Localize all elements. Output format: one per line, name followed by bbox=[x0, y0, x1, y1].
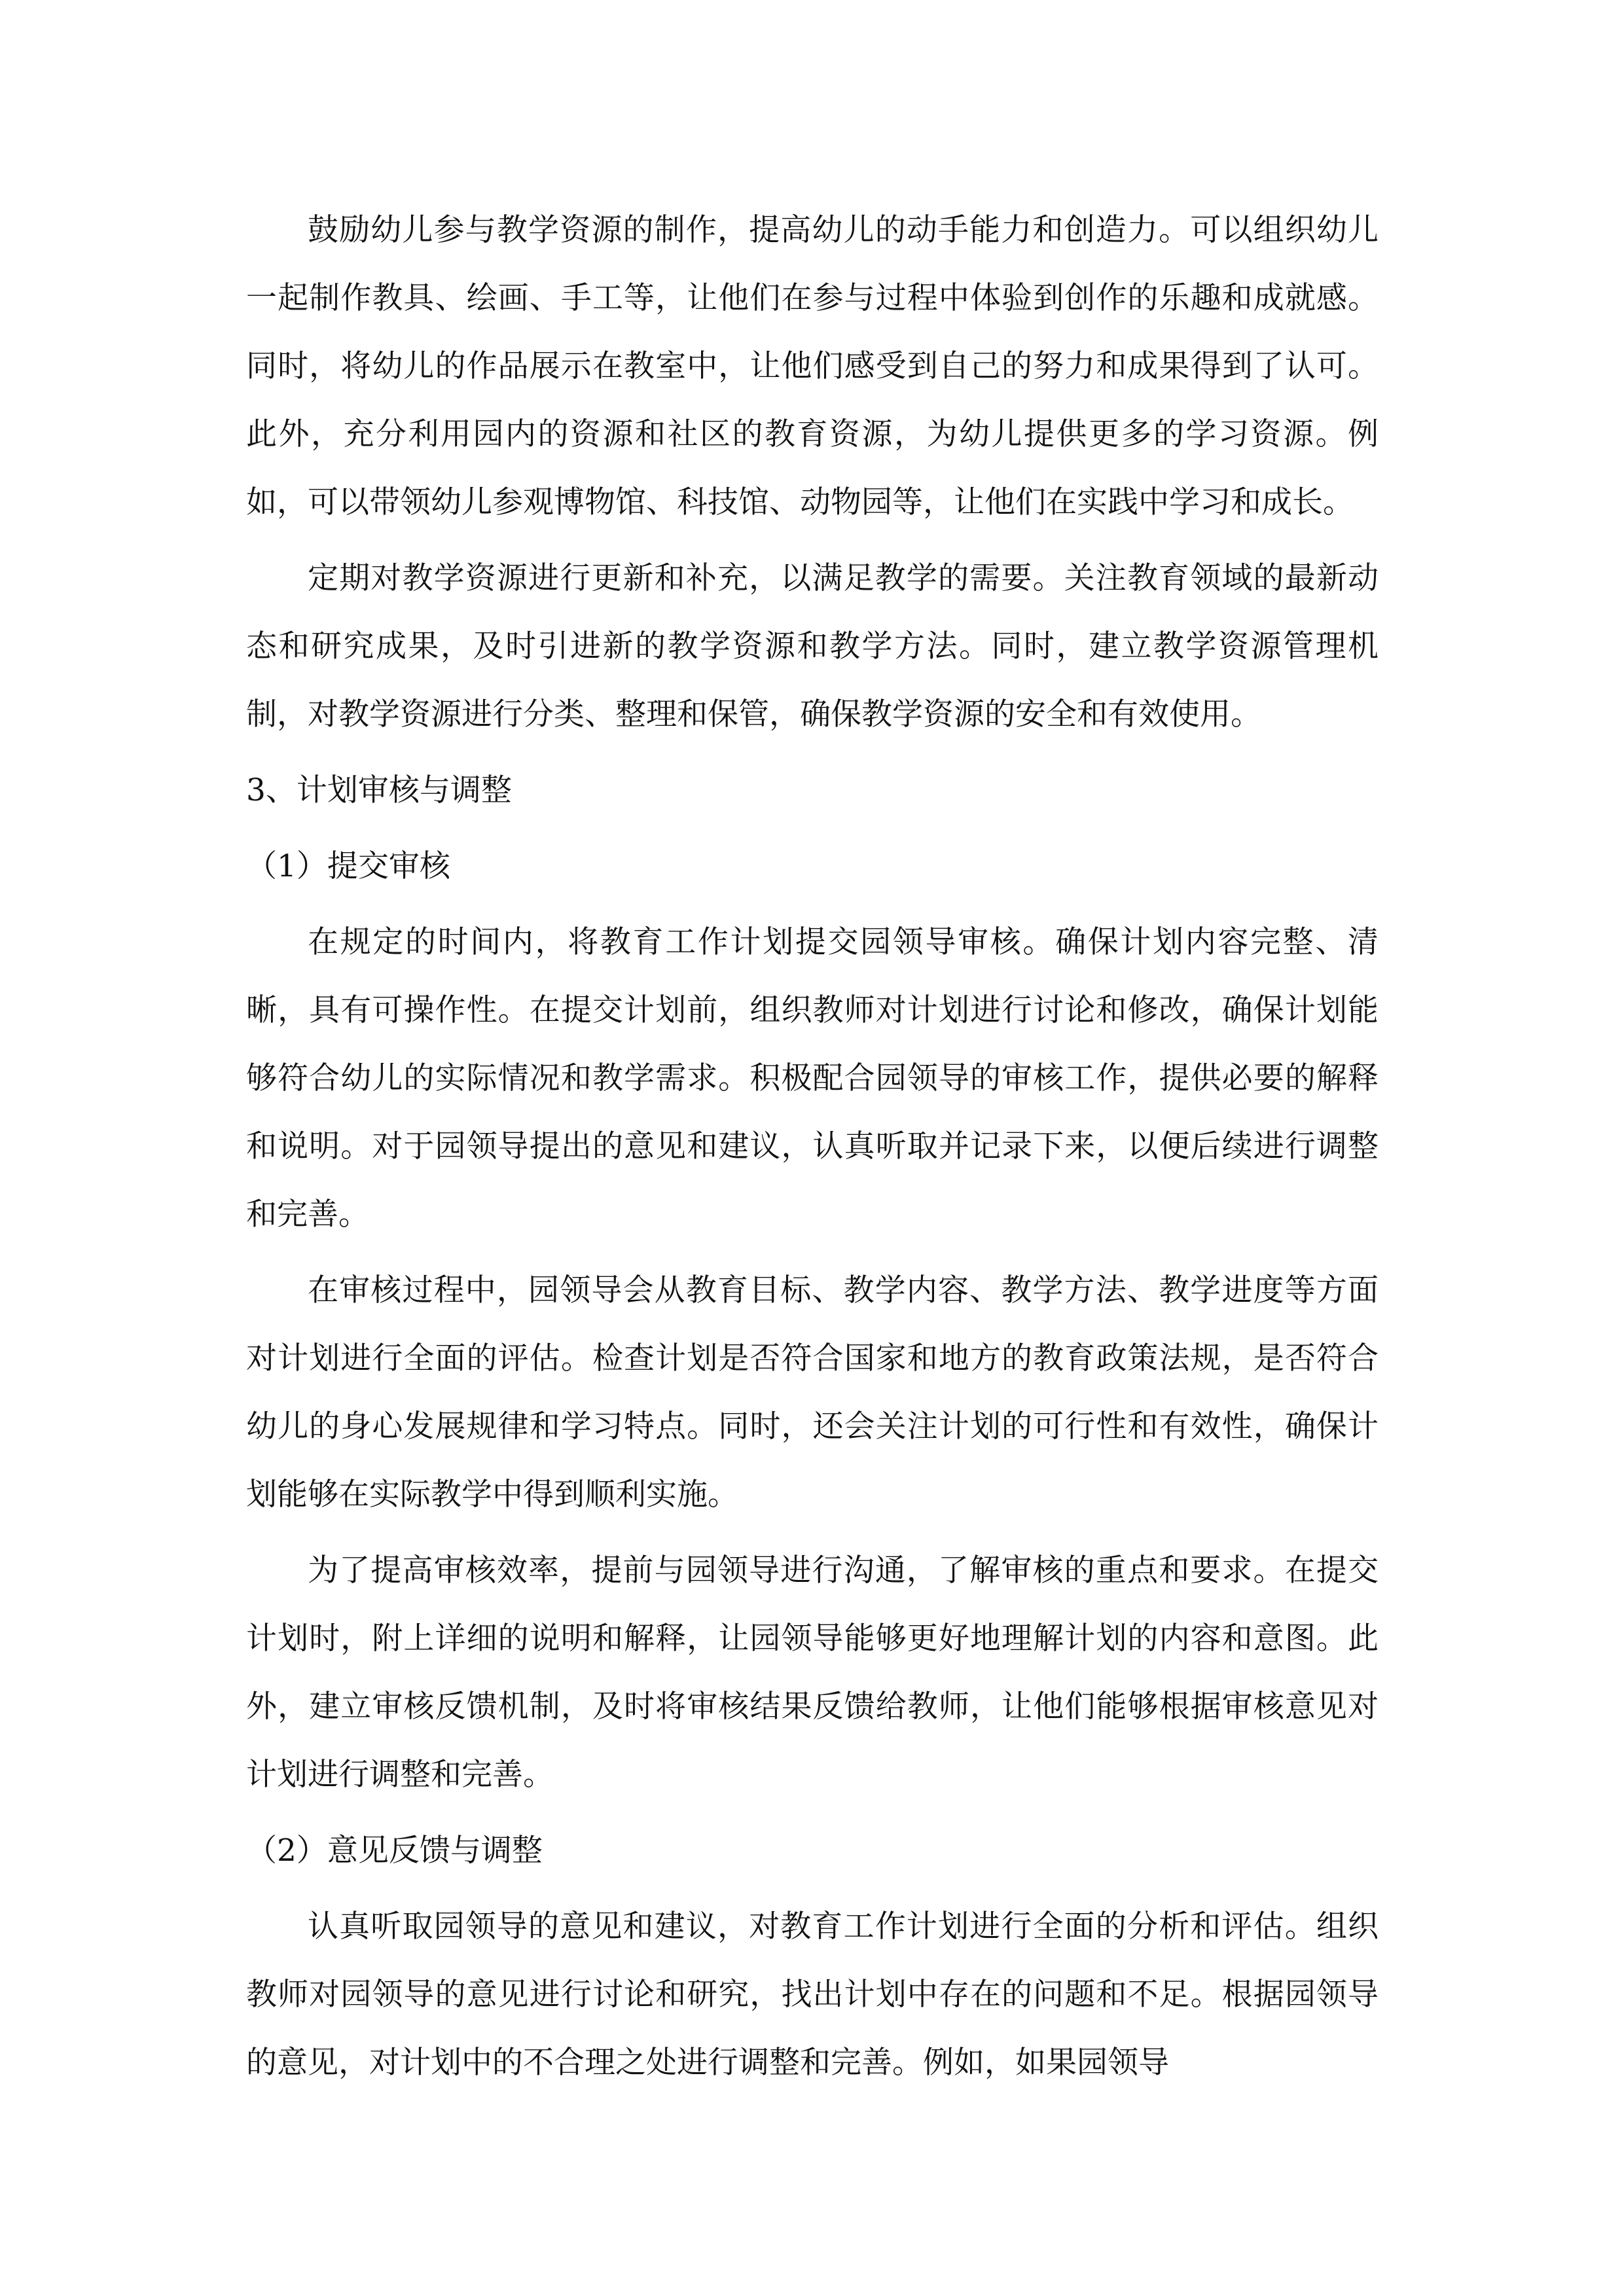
paragraph-feedback: 认真听取园领导的意见和建议，对教育工作计划进行全面的分析和评估。组织教师对园领导的意见进行讨论和研究，找出计划中存在的问题和不足。根据园领导的意见，对计划中的不合理之处进行调整和完善。例如，如果园领导 bbox=[246, 1909, 1379, 2081]
paragraph-review-efficiency: 为了提高审核效率，提前与园领导进行沟通，了解审核的重点和要求。在提交计划时，附上详细的说明和解释，让园领导能够更好地理解计划的内容和意图。此外，建立审核反馈机制，及时将审核结果反馈给教师，让他们能够根据审核意见对计划进行调整和完善。 bbox=[246, 1552, 1379, 1793]
document-body bbox=[246, 196, 1379, 2105]
paragraph-review-process: 在审核过程中，园领导会从教育目标、教学内容、教学方法、教学进度等方面对计划进行全面的评估。检查计划是否符合国家和地方的教育政策法规，是否符合幼儿的身心发展规律和学习特点。同时，还会关注计划的可行性和有效性，确保计划能够在实际教学中得到顺利实施。 bbox=[246, 1272, 1379, 1513]
subheading-submit-review: （1）提交审核 bbox=[246, 848, 450, 884]
paragraph-teaching-resources-production: 鼓励幼儿参与教学资源的制作，提高幼儿的动手能力和创造力。可以组织幼儿一起制作教具、绘画、手工等，让他们在参与过程中体验到创作的乐趣和成就感。同时，将幼儿的作品展示在教室中，让他们感受到自己的努力和成果得到了认可。此外，充分利用园内的资源和社区的教育资源，为幼儿提供更多的学习资源。例如，可以带领幼儿参观博物馆、科技馆、动物园等，让他们在实践中学习和成长。 bbox=[246, 212, 1379, 520]
section-heading-plan-review: 3、计划审核与调整 bbox=[246, 772, 512, 808]
subheading-feedback-adjustment: （2）意见反馈与调整 bbox=[246, 1833, 543, 1869]
paragraph-submit-plan: 在规定的时间内，将教育工作计划提交园领导审核。确保计划内容完整、清晰，具有可操作性。在提交计划前，组织教师对计划进行讨论和修改，确保计划能够符合幼儿的实际情况和教学需求。积极配合园领导的审核工作，提供必要的解释和说明。对于园领导提出的意见和建议，认真听取并记录下来，以便后续进行调整和完善。 bbox=[246, 924, 1379, 1232]
paragraph-resource-update: 定期对教学资源进行更新和补充，以满足教学的需要。关注教育领域的最新动态和研究成果，及时引进新的教学资源和教学方法。同时，建立教学资源管理机制，对教学资源进行分类、整理和保管，确保教学资源的安全和有效使用。 bbox=[246, 560, 1379, 732]
